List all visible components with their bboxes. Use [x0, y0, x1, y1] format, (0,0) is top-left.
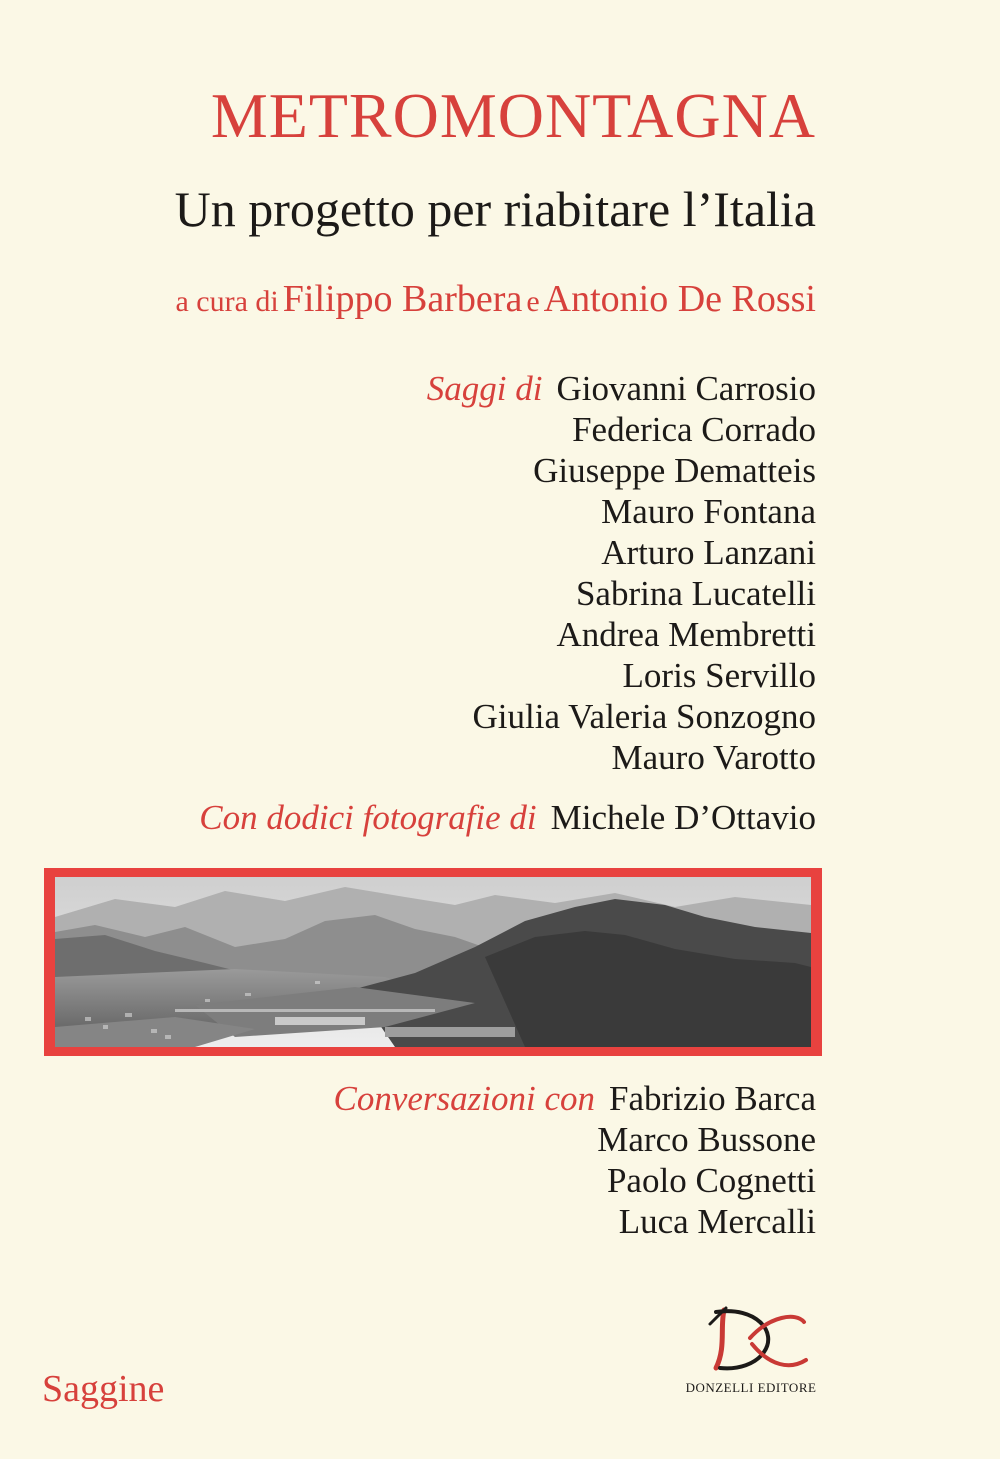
essay-author: Federica Corrado	[572, 410, 816, 449]
essay-author: Andrea Membretti	[556, 615, 816, 654]
conversation-person: Luca Mercalli	[618, 1202, 816, 1241]
editors-prefix: a cura di	[175, 285, 279, 318]
conversation-row	[333, 1078, 816, 1119]
photo-credit-line	[199, 800, 816, 835]
conversations-list	[333, 1078, 816, 1242]
publisher-name: DONZELLI EDITORE	[685, 1380, 817, 1395]
essay-author: Mauro Varotto	[611, 738, 816, 777]
editors-conjunction: e	[526, 285, 540, 318]
editors-line	[175, 280, 816, 318]
essay-author: Mauro Fontana	[601, 492, 816, 531]
essays-label: Saggi di	[426, 369, 543, 408]
conversation-person: Paolo Cognetti	[606, 1161, 816, 1200]
photos-label: Con dodici fotografie di	[199, 798, 537, 837]
publisher-logo-icon	[686, 1304, 816, 1376]
series-name: Saggine	[42, 1368, 165, 1410]
essay-author: Loris Servillo	[622, 656, 816, 695]
essay-author: Sabrina Lucatelli	[575, 574, 816, 613]
editor-name-2: Antonio De Rossi	[543, 278, 816, 320]
editor-name-1: Filippo Barbera	[282, 278, 523, 320]
essay-author: Giulia Valeria Sonzogno	[472, 697, 816, 736]
conversation-person: Marco Bussone	[597, 1120, 816, 1159]
essay-author-row	[427, 368, 816, 409]
book-title: METROMONTAGNA	[210, 80, 816, 151]
book-subtitle: Un progetto per riabitare l’Italia	[174, 181, 816, 237]
publisher-block	[676, 1304, 826, 1396]
essay-author: Arturo Lanzani	[601, 533, 816, 572]
photographer-name: Michele D’Ottavio	[550, 798, 816, 837]
cover-photo-frame	[44, 868, 822, 1056]
conversation-person: Fabrizio Barca	[609, 1079, 816, 1118]
conversations-label: Conversazioni con	[333, 1079, 595, 1118]
essay-author: Giuseppe Dematteis	[533, 451, 816, 490]
essay-author: Giovanni Carrosio	[556, 369, 816, 408]
mountain-landscape-photo	[55, 877, 811, 1047]
essay-authors-list	[427, 368, 816, 778]
